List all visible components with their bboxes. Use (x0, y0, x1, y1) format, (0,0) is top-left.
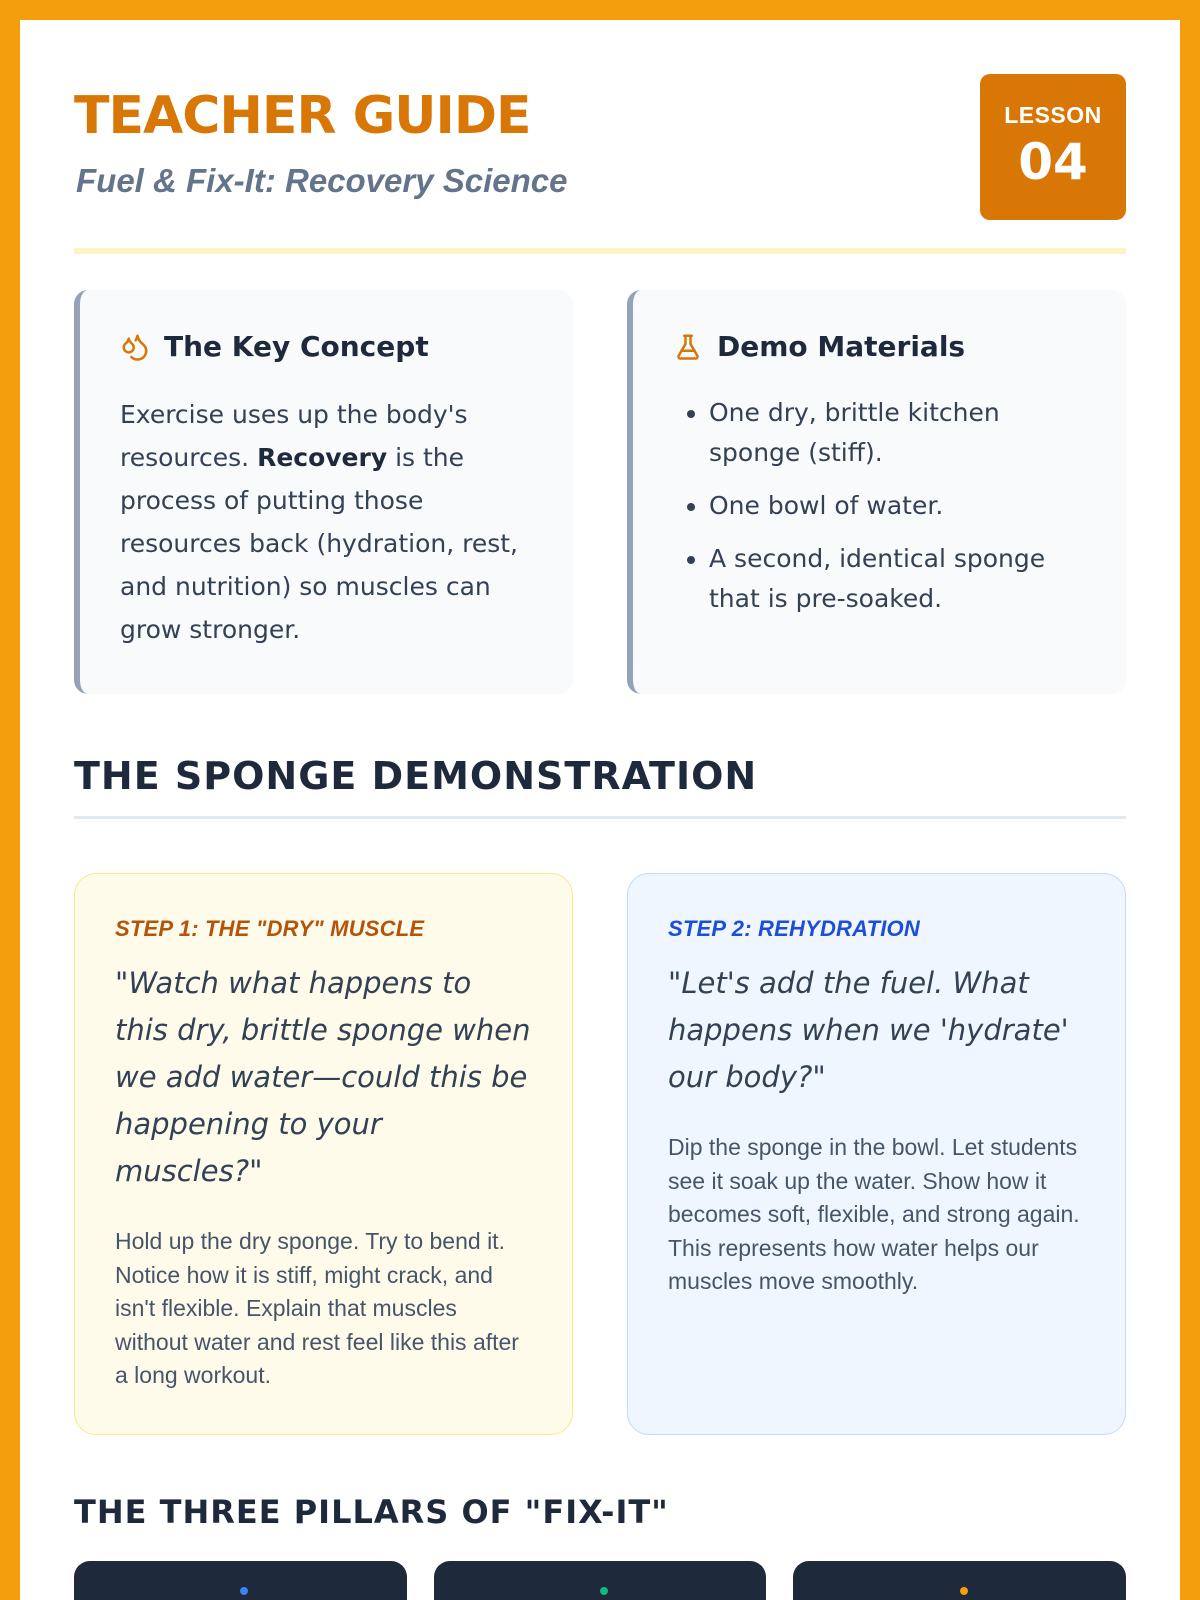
step-quote: "Let's add the fuel. What happens when we 'hydrate' our body?" (668, 966, 1069, 1094)
key-concept-card (74, 290, 573, 694)
lesson-number: 04 (1018, 133, 1088, 191)
pillars-row (74, 1561, 1126, 1600)
header-divider (74, 248, 1126, 254)
pillar-card (793, 1561, 1126, 1600)
guide-header (74, 20, 1126, 250)
water-drops-icon (120, 332, 150, 362)
page-subtitle: Fuel & Fix-It: Recovery Science (76, 162, 568, 199)
demo-materials-title: Demo Materials (717, 330, 966, 363)
step-quote: "Watch what happens to this dry, brittle sponge when we add water—could this be happening to your muscles?" (115, 966, 531, 1188)
demo-steps (74, 873, 1126, 1435)
lesson-label: LESSON (1004, 102, 1102, 128)
key-concept-title: The Key Concept (164, 330, 429, 363)
pillar-card (434, 1561, 767, 1600)
page-title: TEACHER GUIDE (74, 86, 531, 146)
flask-icon (673, 332, 703, 362)
info-cards (74, 290, 1126, 694)
lesson-badge (980, 74, 1126, 220)
key-concept-header (120, 330, 533, 363)
pillar-icon (240, 1587, 248, 1595)
materials-list-item: • One bowl of water. (709, 486, 1086, 526)
teacher-guide-page (20, 20, 1180, 1600)
step-card-dry-muscle (74, 873, 573, 1435)
step-label: STEP 1: THE "DRY" MUSCLE (115, 916, 425, 941)
pillars-section-title: THE THREE PILLARS OF "FIX-IT" (74, 1493, 669, 1531)
step-card-rehydration (627, 873, 1126, 1435)
pillar-icon (960, 1587, 968, 1595)
key-concept-text: Exercise uses up the body's resources. Recovery is the process of putting those resources back (hydration, rest, and nutrition) so muscles can grow stronger. (120, 400, 518, 644)
materials-list-item: • One dry, brittle kitchen sponge (stiff). (709, 393, 1086, 473)
demo-materials-card (627, 290, 1126, 694)
step-instructions: Hold up the dry sponge. Try to bend it. Notice how it is stiff, might crack, and isn't flexible. Explain that muscles without water and rest feel like this after a long workout. (115, 1228, 519, 1388)
step-label: STEP 2: REHYDRATION (668, 916, 920, 941)
demo-section-title: THE SPONGE DEMONSTRATION (74, 754, 1126, 819)
pillar-icon (600, 1587, 608, 1595)
pillar-card (74, 1561, 407, 1600)
step-instructions: Dip the sponge in the bowl. Let students see it soak up the water. Show how it becomes soft, flexible, and strong again. This represents how water helps our muscles move smoothly. (668, 1134, 1080, 1294)
materials-list-item: • A second, identical sponge that is pre-soaked. (709, 539, 1086, 619)
materials-list (673, 393, 1086, 619)
demo-materials-header (673, 330, 1086, 363)
recovery-term: Recovery (257, 443, 388, 472)
